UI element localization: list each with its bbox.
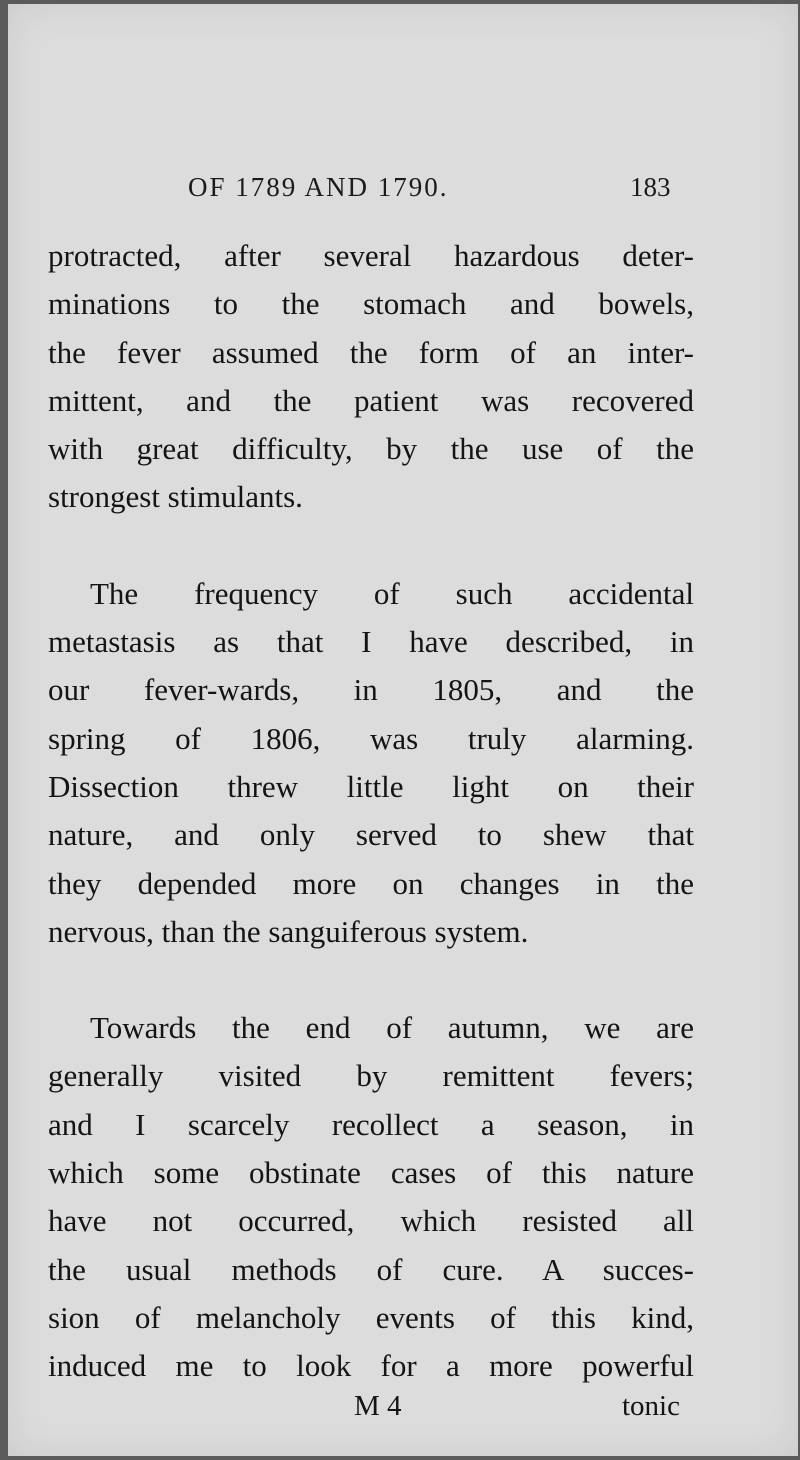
text-line: induced me to look for a more powerful: [48, 1348, 694, 1384]
text-line: the usual methods of cure. A succes-: [48, 1251, 694, 1287]
text-line: sion of melancholy events of this kind,: [48, 1299, 694, 1335]
text-line: Towards the end of autumn, we are: [90, 1010, 694, 1046]
page-header: [8, 172, 798, 212]
book-page: [8, 4, 798, 1456]
text-line: minations to the stomach and bowels,: [48, 286, 694, 322]
text-line: have not occurred, which resisted all: [48, 1203, 694, 1239]
page-number: 183: [630, 172, 671, 202]
body-text: [48, 232, 694, 1391]
paragraph-3: [48, 1004, 694, 1390]
paragraph-2: [48, 570, 694, 956]
text-line: with great difficulty, by the use of the: [48, 431, 694, 467]
catchword: tonic: [622, 1390, 680, 1422]
text-line: spring of 1806, was truly alarming.: [48, 720, 694, 756]
text-line: nature, and only served to shew that: [48, 817, 694, 853]
text-line: they depended more on changes in the: [48, 865, 694, 901]
text-line: the fever assumed the form of an inter-: [48, 334, 694, 370]
text-line: mittent, and the patient was recovered: [48, 382, 694, 418]
text-line: metastasis as that I have described, in: [48, 624, 694, 660]
text-line: strongest stimulants.: [48, 479, 303, 515]
text-line: Dissection threw little light on their: [48, 768, 694, 804]
text-line: and I scarcely recollect a season, in: [48, 1106, 694, 1142]
signature-mark: M 4: [354, 1390, 402, 1422]
text-line: nervous, than the sanguiferous system.: [48, 913, 529, 949]
running-title: OF 1789 AND 1790.: [188, 172, 449, 202]
text-line: The frequency of such accidental: [90, 575, 694, 611]
page-footer: [8, 1390, 798, 1430]
text-line: generally visited by remittent fevers;: [48, 1058, 694, 1094]
paragraph-1: [48, 232, 694, 522]
text-line: our fever-wards, in 1805, and the: [48, 672, 694, 708]
text-line: which some obstinate cases of this nature: [48, 1155, 694, 1191]
text-line: protracted, after several hazardous deter-: [48, 238, 694, 273]
